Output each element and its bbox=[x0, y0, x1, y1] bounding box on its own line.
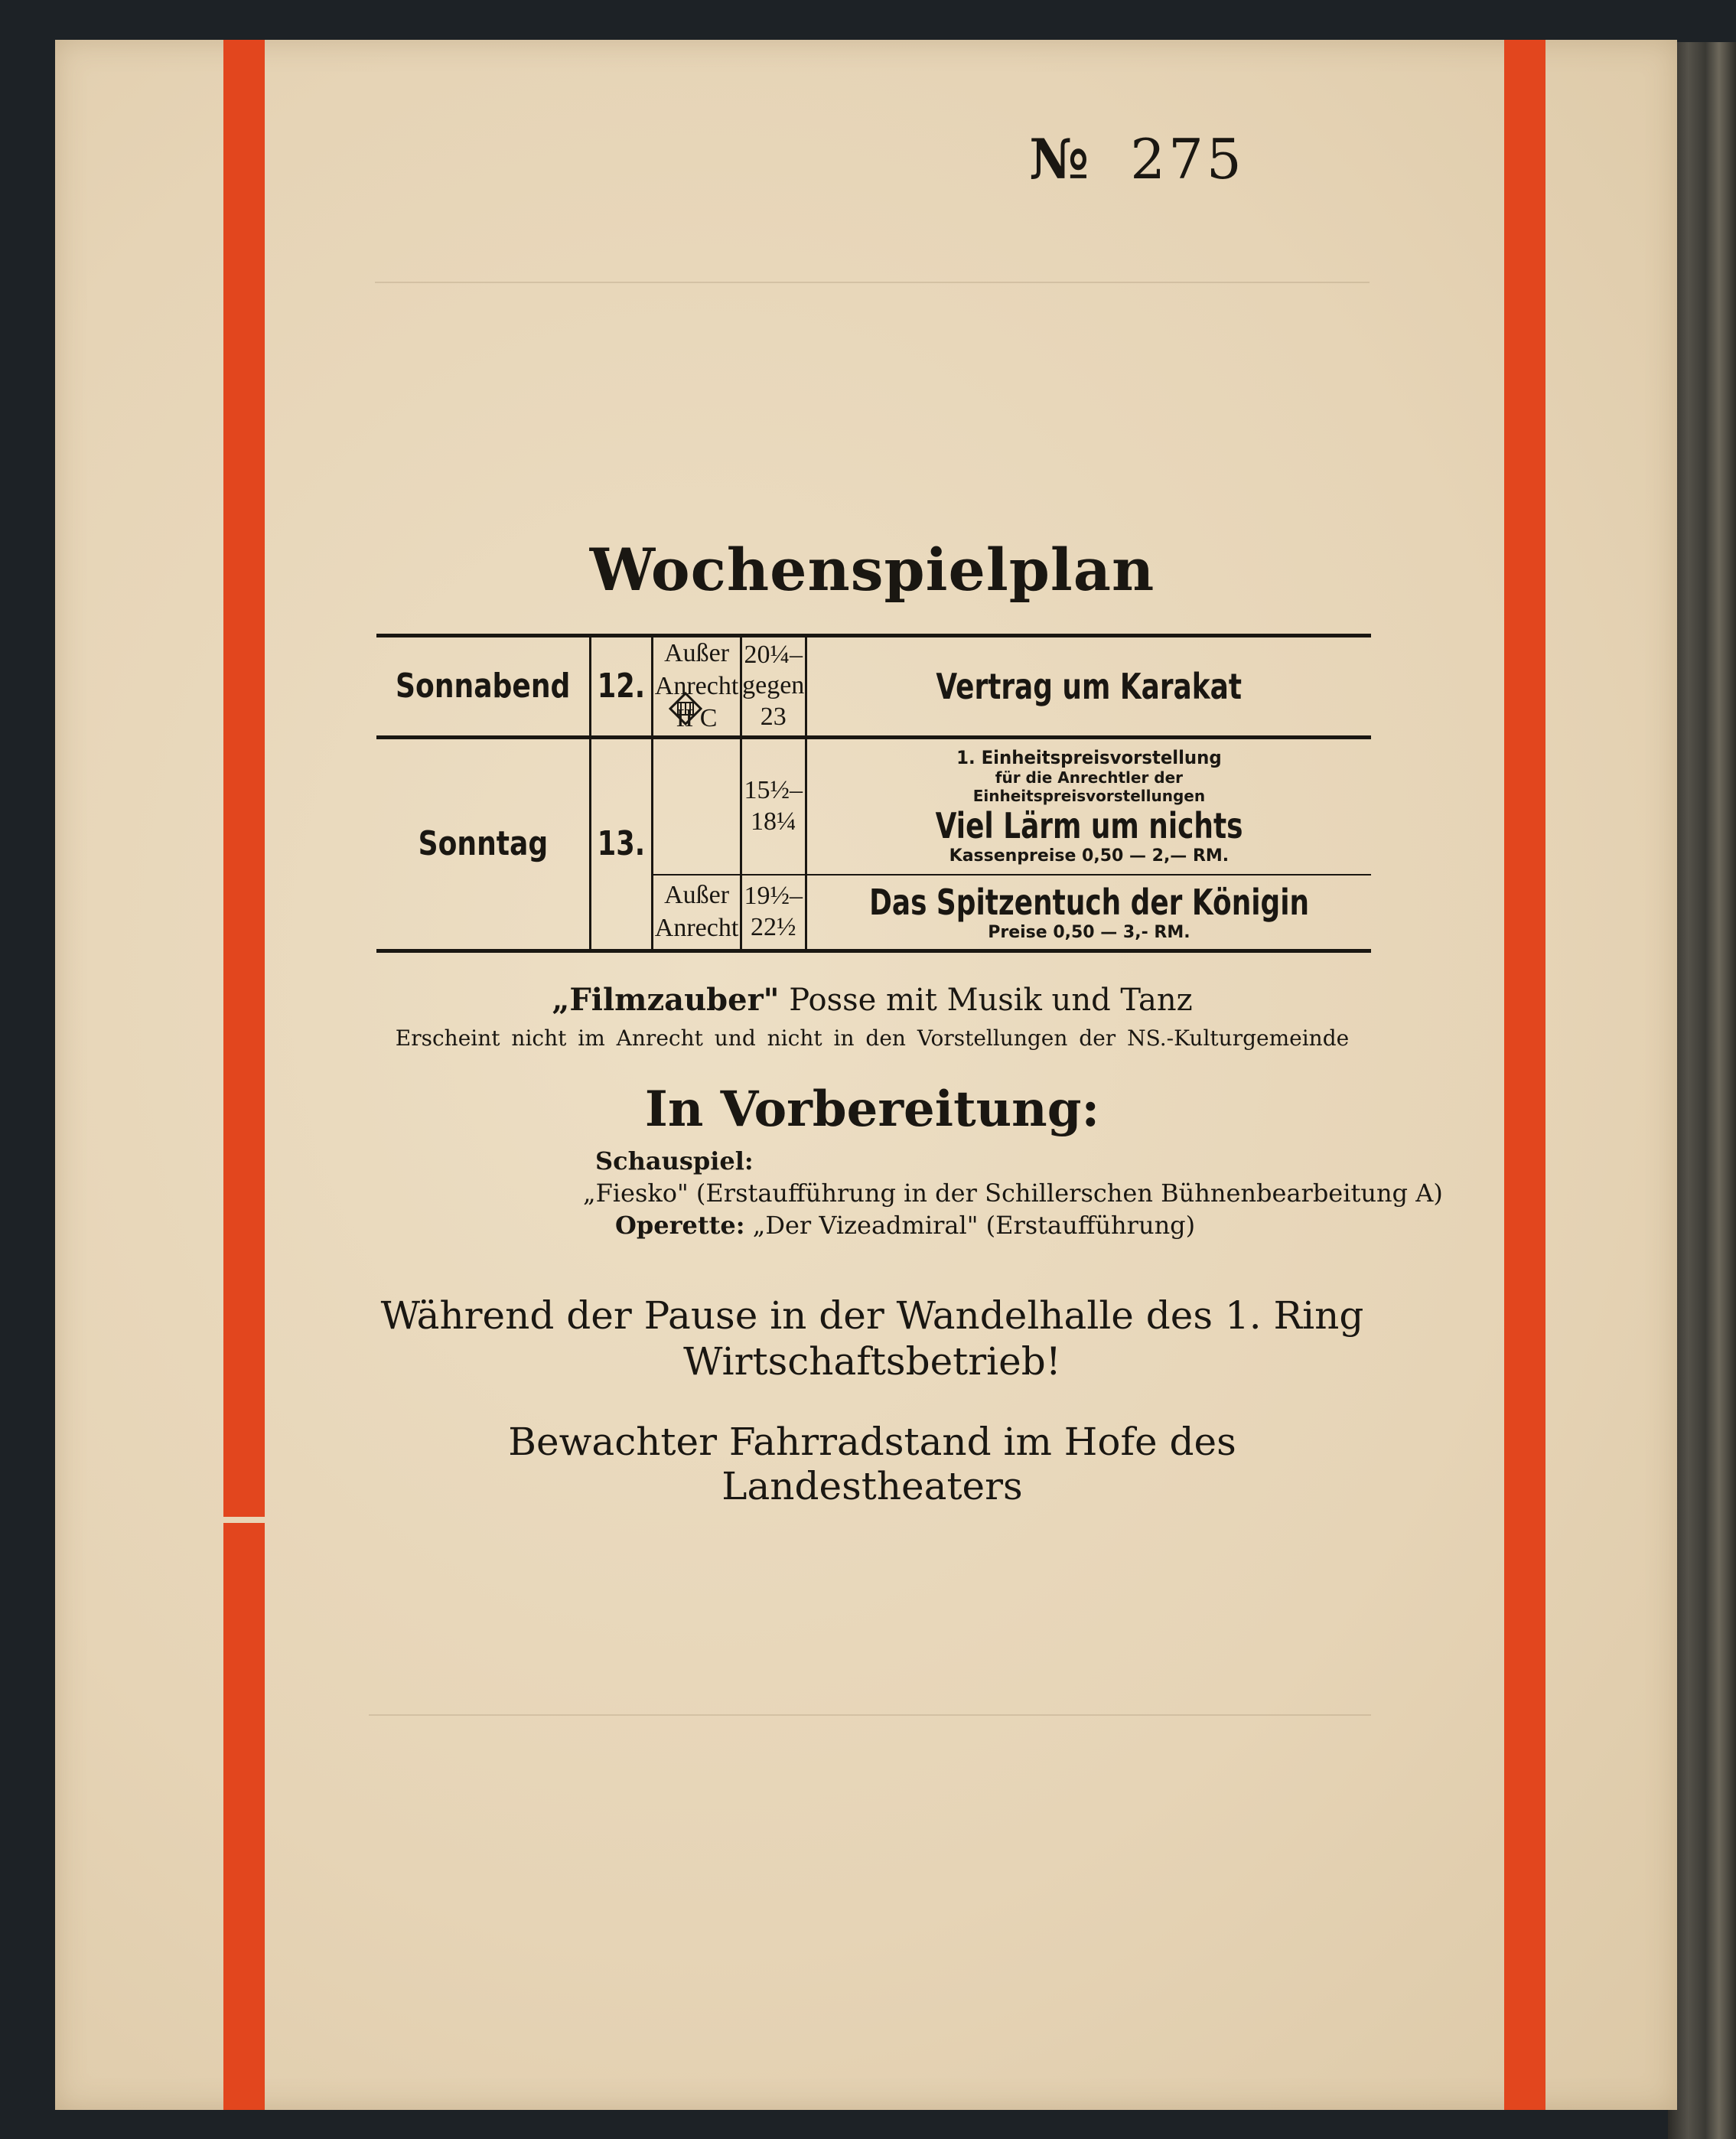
date-cell: 12. bbox=[598, 667, 646, 706]
performance-note-line: Einheitspreisvorstellungen bbox=[972, 787, 1206, 806]
pause-line-2: Wirtschaftsbetrieb! bbox=[683, 1339, 1061, 1384]
operette-item: „Der Vizeadmiral" (Erstaufführung) bbox=[752, 1211, 1196, 1240]
play-title: Das Spitzentuch der Königin bbox=[868, 882, 1309, 923]
day-cell: Sonnabend bbox=[396, 667, 571, 706]
series-cell: Außer Anrecht bbox=[654, 881, 739, 942]
table-row bbox=[376, 737, 1371, 875]
number-value: 275 bbox=[1130, 127, 1245, 191]
performance-heading: 1. Einheitspreisvorstellung bbox=[956, 746, 1222, 768]
play-title: Vertrag um Karakat bbox=[936, 665, 1243, 707]
announcement-note: Erscheint nicht im Anrecht und nicht in den Vorstellungen der NS.-Kulturgemeinde bbox=[395, 1025, 1350, 1051]
price-info: Preise 0,50 — 3,- RM. bbox=[988, 923, 1190, 942]
time-end: 18¼ bbox=[750, 807, 796, 836]
play-title: Viel Lärm um nichts bbox=[935, 805, 1243, 847]
bicycle-line: Bewachter Fahrradstand im Hofe des Landestheaters bbox=[508, 1420, 1236, 1508]
time-cell bbox=[742, 881, 805, 944]
program-number bbox=[1029, 126, 1245, 191]
pause-line-1: Während der Pause in der Wandelhalle des 1. Ring bbox=[380, 1293, 1364, 1338]
series-sub: II C bbox=[676, 704, 718, 732]
page-edge bbox=[1668, 42, 1736, 2139]
time-cell bbox=[742, 775, 805, 838]
theater-emblem-icon bbox=[669, 692, 702, 725]
announcement bbox=[375, 982, 1370, 1018]
series-label: Außer Anrecht bbox=[654, 639, 739, 700]
program-page bbox=[55, 40, 1677, 2110]
preparation-heading: In Vorbereitung: bbox=[644, 1081, 1100, 1138]
table-row bbox=[376, 636, 1371, 738]
play-cell bbox=[807, 882, 1371, 942]
time-start: 20¼– bbox=[744, 640, 803, 669]
schedule-table bbox=[376, 634, 1371, 953]
time-cell bbox=[742, 640, 805, 733]
red-stripe-left bbox=[223, 40, 265, 2110]
performance-note-line: für die Anrechtler der bbox=[995, 768, 1184, 787]
time-start: 15½– bbox=[744, 775, 803, 804]
announcement-title: „Filmzauber" bbox=[552, 982, 780, 1018]
number-symbol: № bbox=[1029, 126, 1093, 191]
operette-label: Operette: bbox=[615, 1211, 745, 1240]
date-cell: 13. bbox=[598, 824, 646, 863]
price-info: Kassenpreise 0,50 — 2,— RM. bbox=[949, 846, 1230, 866]
time-start: 19½– bbox=[744, 881, 803, 910]
series-cell bbox=[653, 637, 739, 735]
operette-line bbox=[615, 1211, 1195, 1240]
announcement-text: Posse mit Musik und Tanz bbox=[789, 983, 1193, 1018]
page-title: Wochenspielplan bbox=[589, 536, 1155, 604]
day-cell: Sonntag bbox=[418, 824, 548, 863]
red-stripe-right bbox=[1504, 40, 1545, 2110]
play-cell bbox=[807, 747, 1371, 866]
time-end: gegen 23 bbox=[742, 671, 805, 732]
schauspiel-item: „Fiesko" (Erstaufführung in der Schillerschen Bühnenbearbeitung A) bbox=[583, 1179, 1443, 1208]
time-end: 22½ bbox=[750, 912, 796, 941]
schauspiel-label: Schauspiel: bbox=[595, 1146, 754, 1175]
faint-rule-top bbox=[375, 282, 1370, 283]
faint-rule-bottom bbox=[369, 1714, 1371, 1716]
